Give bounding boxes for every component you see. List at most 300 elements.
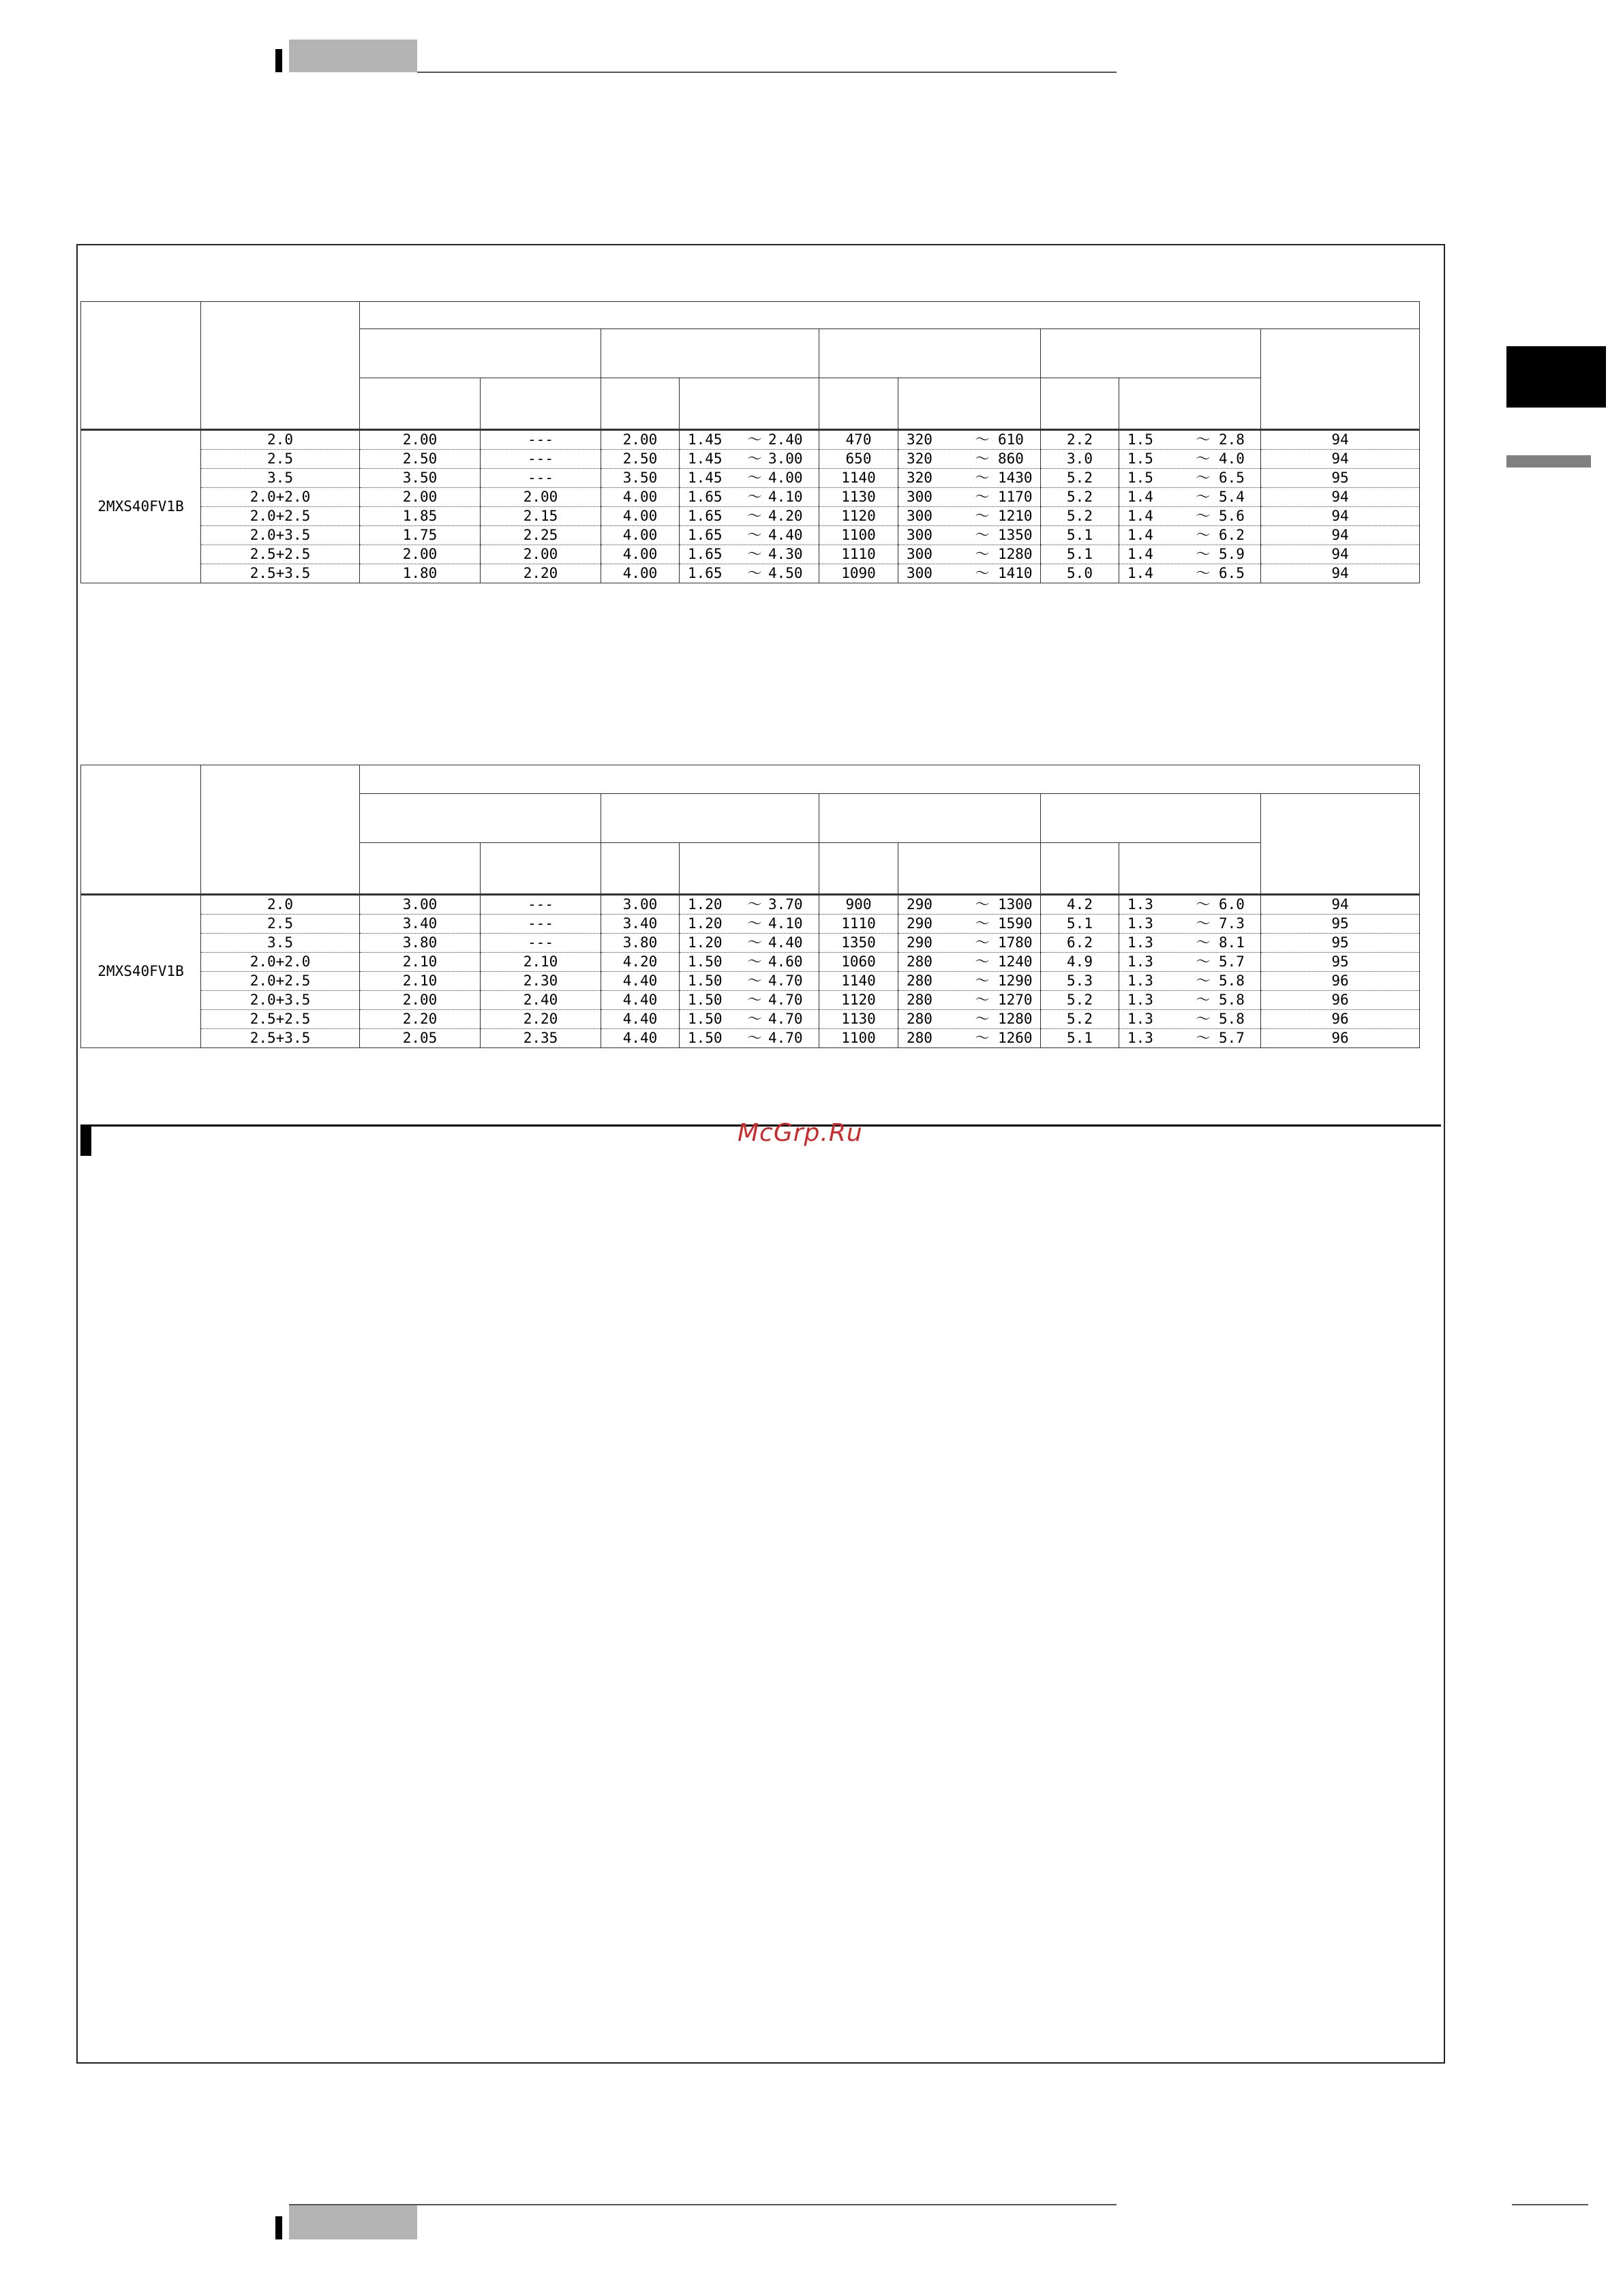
power-cell: 1130	[819, 1010, 898, 1029]
header-cell-capacity-total	[601, 794, 819, 843]
header-cell-combination	[201, 302, 360, 430]
table-row	[81, 469, 1420, 488]
current-range-cell-min: 1.4	[1127, 489, 1153, 505]
power-cell: 650	[819, 450, 898, 469]
power-range-cell-min: 300	[907, 508, 932, 524]
current-range-cell-min: 1.4	[1127, 527, 1153, 543]
capacity-range-cell-max: 4.70	[768, 973, 803, 989]
power-range-cell-min: 300	[907, 546, 932, 562]
range-separator: 〜	[747, 934, 762, 951]
range-separator: 〜	[975, 450, 990, 467]
power-range-cell-min: 320	[907, 470, 932, 486]
capacity-range-cell-min: 1.45	[688, 450, 723, 467]
capacity-total-cell: 2.50	[601, 450, 680, 469]
power-factor-cell: 96	[1261, 1029, 1420, 1048]
current-range-cell-min: 1.5	[1127, 450, 1153, 467]
capacity-range-cell-max: 4.70	[768, 1030, 803, 1046]
table-row	[81, 450, 1420, 469]
table-row	[81, 915, 1420, 934]
power-range-cell	[898, 488, 1041, 507]
capacity-a-cell: 1.85	[360, 507, 481, 526]
combination-cell: 2.5+2.5	[201, 1010, 360, 1029]
capacity-range-cell-min: 1.50	[688, 1011, 723, 1027]
combination-cell: 2.0	[201, 895, 360, 915]
capacity-range-cell-min: 1.65	[688, 565, 723, 581]
power-range-cell-min: 280	[907, 973, 932, 989]
table-row	[81, 545, 1420, 564]
power-range-cell-min: 320	[907, 450, 932, 467]
side-thumb-tab	[1506, 346, 1606, 408]
current-cell: 5.2	[1041, 1010, 1119, 1029]
power-range-cell-min: 300	[907, 489, 932, 505]
power-cell: 1140	[819, 972, 898, 991]
range-separator: 〜	[1196, 431, 1211, 448]
capacity-range-cell-min: 1.45	[688, 470, 723, 486]
current-range-cell-min: 1.5	[1127, 431, 1153, 448]
combination-cell: 2.5+3.5	[201, 564, 360, 583]
capacity-total-cell: 2.00	[601, 430, 680, 450]
power-factor-cell: 94	[1261, 545, 1420, 564]
header-cell-sub	[601, 843, 680, 895]
header-rule	[417, 72, 1117, 73]
power-cell: 1100	[819, 526, 898, 545]
header-cell-sub	[481, 378, 601, 430]
header-cell-sub	[481, 843, 601, 895]
watermark-text: McGrp.Ru	[738, 1119, 863, 1147]
capacity-total-cell: 4.20	[601, 953, 680, 972]
capacity-range-cell-min: 1.65	[688, 489, 723, 505]
header-cell-power	[819, 794, 1041, 843]
capacity-b-cell: ---	[481, 934, 601, 953]
capacity-range-cell-max: 4.50	[768, 565, 803, 581]
current-cell: 5.1	[1041, 545, 1119, 564]
range-separator: 〜	[747, 896, 762, 913]
current-range-cell-max: 5.8	[1219, 973, 1245, 989]
current-range-cell-max: 5.8	[1219, 992, 1245, 1008]
combination-cell: 2.0+2.5	[201, 972, 360, 991]
power-factor-cell: 95	[1261, 915, 1420, 934]
capacity-range-cell-max: 4.20	[768, 508, 803, 524]
power-range-cell-min: 290	[907, 915, 932, 932]
capacity-b-cell: 2.30	[481, 972, 601, 991]
capacity-b-cell: ---	[481, 915, 601, 934]
power-cell: 1110	[819, 915, 898, 934]
capacity-a-cell: 2.00	[360, 991, 481, 1010]
capacity-range-cell-max: 4.40	[768, 934, 803, 951]
power-factor-cell: 96	[1261, 972, 1420, 991]
header-cell-sub	[360, 378, 481, 430]
capacity-range-cell-min: 1.50	[688, 973, 723, 989]
current-range-cell-min: 1.3	[1127, 896, 1153, 913]
current-cell: 5.1	[1041, 1029, 1119, 1048]
current-cell: 5.2	[1041, 488, 1119, 507]
power-factor-cell: 94	[1261, 526, 1420, 545]
header-cell-sub	[898, 378, 1041, 430]
power-cell: 1140	[819, 469, 898, 488]
capacity-range-cell-min: 1.50	[688, 1030, 723, 1046]
range-separator: 〜	[747, 915, 762, 932]
current-range-cell-min: 1.3	[1127, 934, 1153, 951]
range-separator: 〜	[747, 489, 762, 505]
power-cell: 900	[819, 895, 898, 915]
capacity-range-cell-min: 1.65	[688, 508, 723, 524]
current-cell: 5.1	[1041, 915, 1119, 934]
capacity-range-cell	[680, 895, 819, 915]
current-range-cell-min: 1.4	[1127, 508, 1153, 524]
capacity-range-cell-max: 4.40	[768, 527, 803, 543]
table-row	[81, 526, 1420, 545]
combination-cell: 2.5	[201, 450, 360, 469]
range-separator: 〜	[975, 565, 990, 581]
header-cell-power-factor	[1261, 794, 1420, 895]
range-separator: 〜	[747, 431, 762, 448]
power-range-cell-min: 320	[907, 431, 932, 448]
combination-cell: 3.5	[201, 934, 360, 953]
capacity-range-cell	[680, 934, 819, 953]
power-factor-cell: 96	[1261, 991, 1420, 1010]
power-range-cell-max: 1170	[998, 489, 1033, 505]
capacity-b-cell: 2.00	[481, 545, 601, 564]
current-range-cell-min: 1.3	[1127, 973, 1153, 989]
power-range-cell-max: 1300	[998, 896, 1033, 913]
power-range-cell-max: 1590	[998, 915, 1033, 932]
power-range-cell-max: 1280	[998, 546, 1033, 562]
range-separator: 〜	[975, 489, 990, 505]
capacity-a-cell: 2.00	[360, 545, 481, 564]
power-range-cell-max: 1260	[998, 1030, 1033, 1046]
power-cell: 1100	[819, 1029, 898, 1048]
range-separator: 〜	[975, 953, 990, 970]
range-separator: 〜	[975, 992, 990, 1008]
current-range-cell-max: 5.8	[1219, 1011, 1245, 1027]
power-range-cell	[898, 526, 1041, 545]
range-separator: 〜	[975, 546, 990, 562]
current-range-cell	[1119, 934, 1261, 953]
power-cell: 1110	[819, 545, 898, 564]
power-range-cell	[898, 915, 1041, 934]
combination-cell: 2.5+3.5	[201, 1029, 360, 1048]
power-range-cell-max: 1410	[998, 565, 1033, 581]
combination-cell: 2.0	[201, 430, 360, 450]
header-cell-power-factor	[1261, 329, 1420, 430]
capacity-b-cell: ---	[481, 450, 601, 469]
capacity-total-cell: 4.00	[601, 507, 680, 526]
current-cell: 5.2	[1041, 991, 1119, 1010]
range-separator: 〜	[975, 896, 990, 913]
range-separator: 〜	[975, 470, 990, 486]
capacity-b-cell: 2.15	[481, 507, 601, 526]
capacity-range-cell	[680, 469, 819, 488]
capacity-total-cell: 4.40	[601, 972, 680, 991]
range-separator: 〜	[1196, 546, 1211, 562]
current-cell: 5.0	[1041, 564, 1119, 583]
current-range-cell-min: 1.3	[1127, 1011, 1153, 1027]
range-separator: 〜	[1196, 527, 1211, 543]
current-cell: 6.2	[1041, 934, 1119, 953]
power-range-cell	[898, 450, 1041, 469]
current-range-cell-max: 6.5	[1219, 470, 1245, 486]
power-cell: 1060	[819, 953, 898, 972]
current-range-cell-max: 6.5	[1219, 565, 1245, 581]
power-factor-cell: 94	[1261, 450, 1420, 469]
range-separator: 〜	[1196, 489, 1211, 505]
range-separator: 〜	[747, 973, 762, 989]
table-row	[81, 991, 1420, 1010]
table-row	[81, 1010, 1420, 1029]
current-range-cell-min: 1.4	[1127, 546, 1153, 562]
power-cell: 1120	[819, 507, 898, 526]
power-range-cell	[898, 564, 1041, 583]
power-range-cell	[898, 991, 1041, 1010]
capacity-range-cell	[680, 564, 819, 583]
capacity-total-cell: 4.00	[601, 526, 680, 545]
power-cell: 1090	[819, 564, 898, 583]
current-cell: 4.2	[1041, 895, 1119, 915]
power-range-cell	[898, 545, 1041, 564]
power-factor-cell: 94	[1261, 430, 1420, 450]
current-cell: 5.2	[1041, 469, 1119, 488]
current-range-cell-max: 2.8	[1219, 431, 1245, 448]
capacity-range-cell	[680, 1010, 819, 1029]
power-factor-cell: 95	[1261, 469, 1420, 488]
capacity-range-cell	[680, 1029, 819, 1048]
current-range-cell-min: 1.5	[1127, 470, 1153, 486]
header-marker	[275, 49, 282, 72]
capacity-range-cell-max: 3.70	[768, 896, 803, 913]
table-row	[81, 430, 1420, 450]
power-factor-cell: 94	[1261, 564, 1420, 583]
power-range-cell-min: 300	[907, 565, 932, 581]
capacity-range-cell-min: 1.45	[688, 431, 723, 448]
capacity-b-cell: ---	[481, 895, 601, 915]
capacity-range-cell-min: 1.20	[688, 896, 723, 913]
range-separator: 〜	[1196, 953, 1211, 970]
power-range-cell-min: 300	[907, 527, 932, 543]
header-cell-model	[81, 302, 201, 430]
combination-cell: 2.0+2.0	[201, 953, 360, 972]
capacity-range-cell-max: 4.00	[768, 470, 803, 486]
capacity-range-cell-min: 1.20	[688, 934, 723, 951]
current-range-cell-max: 5.6	[1219, 508, 1245, 524]
current-range-cell	[1119, 1010, 1261, 1029]
capacity-range-cell	[680, 526, 819, 545]
capacity-range-cell-max: 4.60	[768, 953, 803, 970]
range-separator: 〜	[1196, 508, 1211, 524]
current-range-cell	[1119, 450, 1261, 469]
capacity-range-cell	[680, 545, 819, 564]
capacity-a-cell: 2.00	[360, 430, 481, 450]
capacity-total-cell: 3.80	[601, 934, 680, 953]
combination-cell: 2.0+2.5	[201, 507, 360, 526]
capacity-range-cell-min: 1.20	[688, 915, 723, 932]
section-marker	[80, 1126, 91, 1156]
header-cell-sub	[1041, 378, 1119, 430]
capacity-range-cell	[680, 915, 819, 934]
power-range-cell-max: 1210	[998, 508, 1033, 524]
power-cell: 1350	[819, 934, 898, 953]
capacity-a-cell: 2.50	[360, 450, 481, 469]
range-separator: 〜	[747, 565, 762, 581]
power-factor-cell: 96	[1261, 1010, 1420, 1029]
spec-table-1	[80, 301, 1420, 583]
power-range-cell	[898, 1029, 1041, 1048]
capacity-a-cell: 3.80	[360, 934, 481, 953]
power-range-cell-max: 610	[998, 431, 1024, 448]
power-factor-cell: 95	[1261, 953, 1420, 972]
current-range-cell-min: 1.3	[1127, 992, 1153, 1008]
capacity-a-cell: 3.40	[360, 915, 481, 934]
capacity-total-cell: 4.40	[601, 1029, 680, 1048]
capacity-b-cell: 2.35	[481, 1029, 601, 1048]
header-cell-sub	[360, 843, 481, 895]
capacity-total-cell: 3.40	[601, 915, 680, 934]
capacity-a-cell: 2.00	[360, 488, 481, 507]
power-range-cell-min: 280	[907, 1011, 932, 1027]
range-separator: 〜	[1196, 1011, 1211, 1027]
capacity-b-cell: 2.10	[481, 953, 601, 972]
header-cell-combination	[201, 765, 360, 895]
current-range-cell	[1119, 488, 1261, 507]
current-range-cell	[1119, 430, 1261, 450]
current-cell: 5.1	[1041, 526, 1119, 545]
power-cell: 1120	[819, 991, 898, 1010]
range-separator: 〜	[975, 527, 990, 543]
power-range-cell	[898, 1010, 1041, 1029]
spec-table-2	[80, 765, 1420, 1048]
capacity-a-cell: 2.05	[360, 1029, 481, 1048]
table-row	[81, 507, 1420, 526]
power-range-cell-max: 1240	[998, 953, 1033, 970]
power-range-cell	[898, 430, 1041, 450]
power-range-cell-max: 1280	[998, 1011, 1033, 1027]
power-range-cell-min: 290	[907, 896, 932, 913]
capacity-total-cell: 4.40	[601, 1010, 680, 1029]
capacity-range-cell-max: 4.10	[768, 489, 803, 505]
capacity-range-cell-min: 1.65	[688, 527, 723, 543]
combination-cell: 2.0+3.5	[201, 991, 360, 1010]
capacity-b-cell: ---	[481, 430, 601, 450]
side-thumb-bar	[1506, 455, 1591, 468]
capacity-range-cell-max: 2.40	[768, 431, 803, 448]
table-row	[81, 1029, 1420, 1048]
power-factor-cell: 94	[1261, 488, 1420, 507]
power-range-cell	[898, 953, 1041, 972]
range-separator: 〜	[747, 508, 762, 524]
power-range-cell	[898, 507, 1041, 526]
table-row	[81, 972, 1420, 991]
range-separator: 〜	[747, 450, 762, 467]
capacity-range-cell	[680, 430, 819, 450]
current-range-cell	[1119, 1029, 1261, 1048]
model-name: 2MXS40FV1B	[81, 895, 201, 1048]
capacity-range-cell-max: 4.70	[768, 1011, 803, 1027]
range-separator: 〜	[975, 934, 990, 951]
header-cell-sub	[819, 843, 898, 895]
current-range-cell-max: 6.2	[1219, 527, 1245, 543]
range-separator: 〜	[747, 953, 762, 970]
current-range-cell	[1119, 895, 1261, 915]
current-range-cell-max: 5.7	[1219, 953, 1245, 970]
current-range-cell	[1119, 915, 1261, 934]
header-cell-sub	[898, 843, 1041, 895]
power-cell: 470	[819, 430, 898, 450]
power-cell: 1130	[819, 488, 898, 507]
current-range-cell-max: 5.9	[1219, 546, 1245, 562]
current-cell: 4.9	[1041, 953, 1119, 972]
range-separator: 〜	[1196, 934, 1211, 951]
current-range-cell	[1119, 469, 1261, 488]
range-separator: 〜	[975, 1011, 990, 1027]
range-separator: 〜	[747, 1011, 762, 1027]
footer-marker	[275, 2216, 282, 2239]
header-cell-current	[1041, 329, 1261, 378]
model-name: 2MXS40FV1B	[81, 430, 201, 583]
power-range-cell-max: 1270	[998, 992, 1033, 1008]
power-range-cell	[898, 895, 1041, 915]
current-range-cell-max: 7.3	[1219, 915, 1245, 932]
range-separator: 〜	[1196, 992, 1211, 1008]
power-range-cell	[898, 469, 1041, 488]
power-range-cell	[898, 972, 1041, 991]
power-range-cell-max: 1290	[998, 973, 1033, 989]
power-factor-cell: 94	[1261, 507, 1420, 526]
range-separator: 〜	[1196, 1030, 1211, 1046]
combination-cell: 3.5	[201, 469, 360, 488]
power-range-cell	[898, 934, 1041, 953]
header-cell-sub	[1041, 843, 1119, 895]
range-separator: 〜	[747, 546, 762, 562]
header-cell-group	[360, 302, 1420, 329]
range-separator: 〜	[747, 992, 762, 1008]
header-cell-capacity-each	[360, 329, 601, 378]
capacity-range-cell-max: 3.00	[768, 450, 803, 467]
range-separator: 〜	[975, 508, 990, 524]
table-row	[81, 934, 1420, 953]
table-row	[81, 953, 1420, 972]
current-range-cell	[1119, 507, 1261, 526]
header-cell-current	[1041, 794, 1261, 843]
combination-cell: 2.0+3.5	[201, 526, 360, 545]
range-separator: 〜	[1196, 470, 1211, 486]
current-range-cell-min: 1.3	[1127, 915, 1153, 932]
capacity-a-cell: 3.00	[360, 895, 481, 915]
current-range-cell-max: 8.1	[1219, 934, 1245, 951]
current-range-cell-min: 1.4	[1127, 565, 1153, 581]
capacity-total-cell: 3.00	[601, 895, 680, 915]
table-row	[81, 488, 1420, 507]
capacity-total-cell: 3.50	[601, 469, 680, 488]
capacity-b-cell: 2.20	[481, 1010, 601, 1029]
current-range-cell-max: 5.7	[1219, 1030, 1245, 1046]
capacity-b-cell: 2.00	[481, 488, 601, 507]
capacity-range-cell	[680, 953, 819, 972]
capacity-total-cell: 4.00	[601, 564, 680, 583]
header-tab	[289, 40, 417, 72]
power-range-cell-min: 280	[907, 1030, 932, 1046]
capacity-total-cell: 4.00	[601, 545, 680, 564]
current-range-cell-max: 4.0	[1219, 450, 1245, 467]
capacity-range-cell-max: 4.30	[768, 546, 803, 562]
header-cell-sub	[1119, 843, 1261, 895]
current-range-cell-max: 5.4	[1219, 489, 1245, 505]
capacity-a-cell: 2.10	[360, 972, 481, 991]
header-cell-sub	[819, 378, 898, 430]
current-cell: 2.2	[1041, 430, 1119, 450]
header-cell-capacity-each	[360, 794, 601, 843]
current-range-cell	[1119, 526, 1261, 545]
capacity-range-cell	[680, 991, 819, 1010]
power-range-cell-max: 1430	[998, 470, 1033, 486]
